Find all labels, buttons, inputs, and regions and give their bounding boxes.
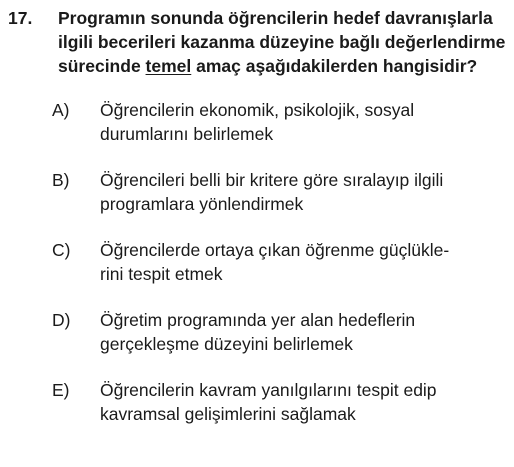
option-text <box>100 378 508 426</box>
option-line: Öğretim programında yer alan hedeflerin <box>100 310 416 330</box>
stem-before: Programın sonunda öğrencilerin hedef davranışlarla ilgili becerileri kazanma düzeyine bağlı değerlendirme sürecinde <box>58 8 506 76</box>
option-line: durumlarını belirlemek <box>100 124 274 144</box>
question-block <box>8 6 508 426</box>
option-line: gerçekleşme düzeyini belirlemek <box>100 334 353 354</box>
option-line: Öğrencilerin kavram yanılgılarını tespit edip <box>100 380 437 400</box>
option-c[interactable] <box>52 238 508 286</box>
option-line: Öğrencileri belli bir kritere göre sıralayıp ilgili <box>100 170 444 190</box>
option-text <box>100 98 508 146</box>
question-text <box>58 6 508 78</box>
question-stem <box>8 6 508 78</box>
option-line: rini tespit etmek <box>100 264 223 284</box>
option-a[interactable] <box>52 98 508 146</box>
question-number: 17. <box>8 8 33 28</box>
option-text <box>100 308 508 356</box>
option-text <box>100 168 508 216</box>
option-text <box>100 238 508 286</box>
answer-options <box>52 98 508 426</box>
option-d[interactable] <box>52 308 508 356</box>
option-letter: B) <box>52 170 70 190</box>
option-line: kavramsal gelişimlerini sağlamak <box>100 404 356 424</box>
option-letter: D) <box>52 310 71 330</box>
option-letter: E) <box>52 380 70 400</box>
stem-underlined-word: temel <box>145 56 192 76</box>
option-line: programlara yönlendirmek <box>100 194 304 214</box>
stem-after: amaç aşağıdakilerden hangisidir? <box>191 56 478 76</box>
option-e[interactable] <box>52 378 508 426</box>
option-letter: C) <box>52 240 71 260</box>
option-line: Öğrencilerde ortaya çıkan öğrenme güçlükle- <box>100 240 450 260</box>
option-b[interactable] <box>52 168 508 216</box>
option-letter: A) <box>52 100 70 120</box>
option-line: Öğrencilerin ekonomik, psikolojik, sosyal <box>100 100 415 120</box>
